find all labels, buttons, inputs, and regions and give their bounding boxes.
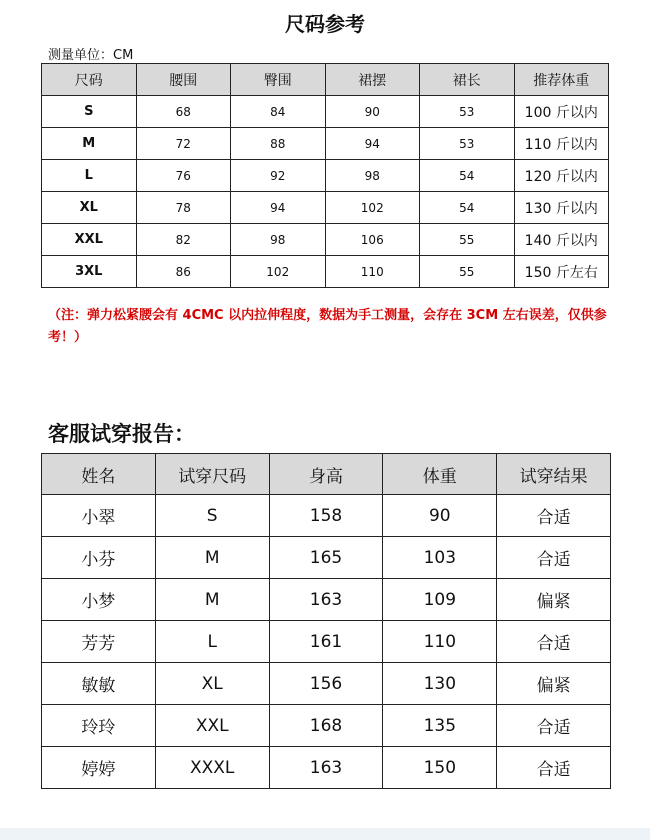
size-table-cell: 72 <box>136 128 231 160</box>
report-table-cell: 玲玲 <box>42 705 156 747</box>
report-table-cell: L <box>155 621 269 663</box>
report-table-cell: 103 <box>383 537 497 579</box>
report-table-header-cell: 试穿尺码 <box>155 454 269 495</box>
report-table-cell: 合适 <box>497 747 611 789</box>
size-table-cell: 98 <box>231 224 326 256</box>
report-table-cell: 163 <box>269 747 383 789</box>
report-table-cell: 敏敏 <box>42 663 156 705</box>
size-table-cell: 98 <box>325 160 420 192</box>
report-table-cell: 156 <box>269 663 383 705</box>
size-table-cell: 55 <box>420 256 515 288</box>
table-row <box>42 256 609 288</box>
size-table-header-cell: 腰围 <box>136 64 231 96</box>
report-table-cell: 偏紧 <box>497 663 611 705</box>
table-row <box>42 663 611 705</box>
size-table-cell: S <box>42 96 137 128</box>
measurement-note: （注：弹力松紧腰会有 4CMC 以内拉伸程度，数据为手工测量，会存在 3CM 左右误差，仅供参考！） <box>48 308 607 345</box>
report-table-cell: 109 <box>383 579 497 621</box>
report-table-cell: 小梦 <box>42 579 156 621</box>
size-table-cell: 92 <box>231 160 326 192</box>
size-table-cell: 94 <box>231 192 326 224</box>
table-row <box>42 621 611 663</box>
size-table-cell: L <box>42 160 137 192</box>
table-row <box>42 495 611 537</box>
size-table-header-cell: 尺码 <box>42 64 137 96</box>
report-table-header-row <box>42 454 611 495</box>
report-table-cell: 合适 <box>497 495 611 537</box>
size-table-cell: 90 <box>325 96 420 128</box>
report-table-cell: 163 <box>269 579 383 621</box>
size-table-cell: 86 <box>136 256 231 288</box>
size-chart-table <box>41 63 609 288</box>
fitting-report-table <box>41 453 611 789</box>
bottom-strip <box>0 828 650 840</box>
report-table-cell: XXL <box>155 705 269 747</box>
report-table-header-cell: 姓名 <box>42 454 156 495</box>
size-table-cell: 102 <box>325 192 420 224</box>
table-row <box>42 705 611 747</box>
report-table-header-cell: 体重 <box>383 454 497 495</box>
size-table-header-cell: 臀围 <box>231 64 326 96</box>
report-table-cell: 168 <box>269 705 383 747</box>
size-table-cell: 140 斤以内 <box>514 224 609 256</box>
report-table-cell: 婷婷 <box>42 747 156 789</box>
size-table-cell: 110 斤以内 <box>514 128 609 160</box>
report-table-cell: 小芬 <box>42 537 156 579</box>
size-table-cell: 110 <box>325 256 420 288</box>
report-table-cell: 合适 <box>497 621 611 663</box>
size-table-cell: XL <box>42 192 137 224</box>
size-table-cell: 55 <box>420 224 515 256</box>
report-table-cell: 150 <box>383 747 497 789</box>
size-table-cell: M <box>42 128 137 160</box>
report-table-cell: 110 <box>383 621 497 663</box>
size-table-cell: 78 <box>136 192 231 224</box>
size-table-cell: 54 <box>420 160 515 192</box>
report-table-header-cell: 身高 <box>269 454 383 495</box>
size-table-cell: 102 <box>231 256 326 288</box>
size-table-cell: XXL <box>42 224 137 256</box>
table-row <box>42 96 609 128</box>
size-table-cell: 106 <box>325 224 420 256</box>
measurement-unit: 测量单位：CM <box>48 48 134 63</box>
report-table-cell: M <box>155 537 269 579</box>
report-table-cell: 合适 <box>497 537 611 579</box>
table-row <box>42 128 609 160</box>
report-table-cell: 芳芳 <box>42 621 156 663</box>
size-table-cell: 3XL <box>42 256 137 288</box>
report-table-cell: 135 <box>383 705 497 747</box>
size-table-cell: 94 <box>325 128 420 160</box>
table-row <box>42 747 611 789</box>
size-table-cell: 84 <box>231 96 326 128</box>
size-table-cell: 53 <box>420 128 515 160</box>
report-table-cell: XXXL <box>155 747 269 789</box>
report-table-cell: 小翠 <box>42 495 156 537</box>
size-table-body <box>42 96 609 288</box>
report-table-cell: 161 <box>269 621 383 663</box>
size-table-header-cell: 裙长 <box>420 64 515 96</box>
table-row <box>42 192 609 224</box>
report-table-cell: 158 <box>269 495 383 537</box>
report-table-cell: 165 <box>269 537 383 579</box>
report-table-header-cell: 试穿结果 <box>497 454 611 495</box>
page-title: 尺码参考 <box>285 12 365 36</box>
size-table-header-cell: 推荐体重 <box>514 64 609 96</box>
table-row <box>42 160 609 192</box>
table-row <box>42 537 611 579</box>
table-row <box>42 579 611 621</box>
report-table-cell: XL <box>155 663 269 705</box>
report-table-cell: 合适 <box>497 705 611 747</box>
report-table-cell: 130 <box>383 663 497 705</box>
size-table-cell: 88 <box>231 128 326 160</box>
report-table-cell: 90 <box>383 495 497 537</box>
size-table-header-cell: 裙摆 <box>325 64 420 96</box>
report-table-cell: S <box>155 495 269 537</box>
size-table-cell: 120 斤以内 <box>514 160 609 192</box>
size-table-cell: 76 <box>136 160 231 192</box>
report-title: 客服试穿报告： <box>48 422 195 446</box>
report-table-cell: 偏紧 <box>497 579 611 621</box>
size-table-cell: 82 <box>136 224 231 256</box>
size-table-cell: 150 斤左右 <box>514 256 609 288</box>
size-table-cell: 53 <box>420 96 515 128</box>
size-table-cell: 68 <box>136 96 231 128</box>
size-table-cell: 100 斤以内 <box>514 96 609 128</box>
table-row <box>42 224 609 256</box>
size-table-cell: 130 斤以内 <box>514 192 609 224</box>
report-table-cell: M <box>155 579 269 621</box>
report-table-body <box>42 495 611 789</box>
size-table-cell: 54 <box>420 192 515 224</box>
size-table-header-row <box>42 64 609 96</box>
